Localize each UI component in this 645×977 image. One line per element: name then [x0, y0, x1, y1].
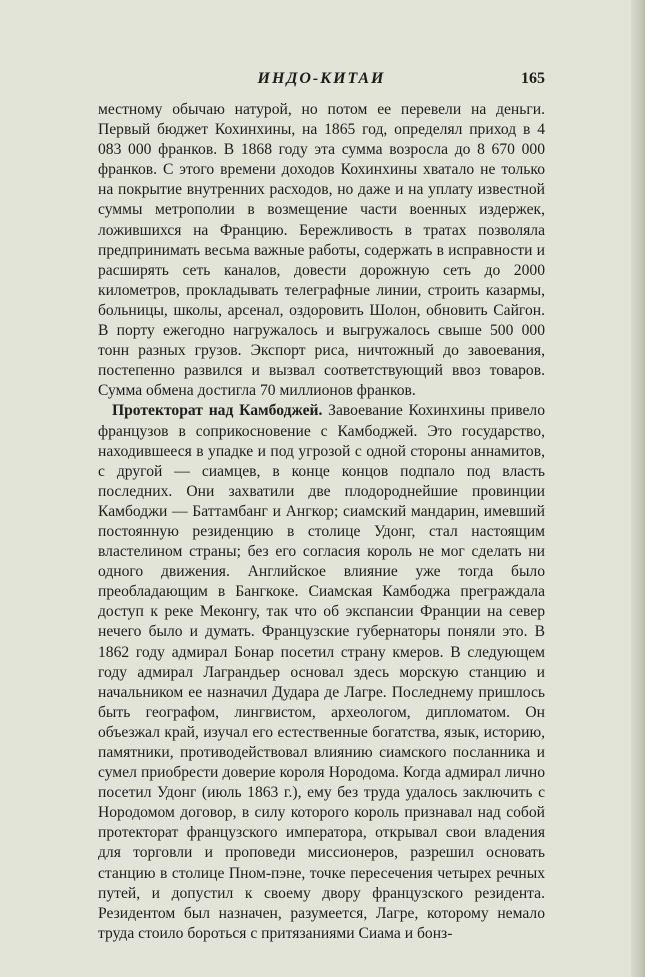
paragraph-text: местному обычаю натурой, но потом ее перевели на деньги. Первый бюджет Кохинхины, на 1865 год, определял приход в 4 083 000 франков. В 1868 году эта сумма возросла до 8 670 000 франков. С этого времени доходов Кохинхины хватало не только на покрытие внутренних расходов, но даже и на уплату известной суммы метрополии в возмещение части военных издержек, ложившихся на Францию. Бережливость в тратах позволяла предпринимать весьма важные работы, содержать в исправности и расширять сеть каналов, довести дорожную сеть до 2000 километров, прокладывать телеграфные линии, строить казармы, больницы, школы, арсенал, оздоровить Шолон, обновить Сайгон. В порту ежегодно нагружалось и выгружалось свыше 500 000 тонн разных грузов. Экспорт риса, ничтожный до завоевания, постепенно развился и вызвал соответствующий ввоз товаров. Сумма обмена достигла 70 миллионов франков. — [98, 101, 545, 400]
paragraph-cambodia-protectorate — [98, 401, 545, 944]
book-page — [98, 70, 545, 944]
page-header — [98, 70, 545, 92]
page-number: 165 — [521, 70, 545, 87]
book-spine-edge — [631, 0, 645, 977]
paragraph-text: Завоевание Кохинхины привело французов в соприкосновение с Камбоджей. Это государство, находившееся в упадке и под угрозой с одной стороны аннамитов, с другой — сиамцев, в конце концов подпало под власть последних. Они захватили две плодороднейшие провинции Камбоджи — Баттамбанг и Ангкор; сиамский мандарин, имевший постоянную резиденцию в столице Удонг, стал настоящим властелином страны; без его согласия король не мог сделать ни одного движения. Английское влияние уже тогда было преобладающим в Бангкоке. Сиамская Камбоджа преграждала доступ к реке Меконгу, так что об экспансии Франции на север нечего было и думать. Французские губернаторы поняли это. В 1862 году адмирал Бонар посетил страну кмеров. В следующем году адмирал Лаграндьер основал здесь морскую станцию и начальником ее назначил Дудара де Лагре. Последнему пришлось быть географом, лингвистом, археологом, дипломатом. Он объезжал край, изучал его естественные богатства, язык, историю, памятники, противодействовал влиянию сиамского посланника и сумел приобрести доверие короля Нородома. Когда адмирал лично посетил Удонг (июль 1863 г.), ему без труда удалось заключить с Нородомом договор, в силу которого король признавал над собой протекторат французского императора, открывал свои владения для торговли и проповеди миссионеров, разрешил основать станцию в столице Пном-пэне, точке пересечения четырех речных путей, и допустил к своему двору французского резидента. Резидентом был назначен, разумеется, Лагре, которому немало труда стоило бороться с притязаниями Сиама и бонз- — [98, 402, 546, 942]
paragraph-kochinchina-budget — [98, 100, 545, 401]
body-text — [98, 100, 545, 944]
running-title: ИНДО-КИТАИ — [257, 70, 386, 87]
section-heading: Протекторат над Камбоджей. — [112, 402, 323, 420]
